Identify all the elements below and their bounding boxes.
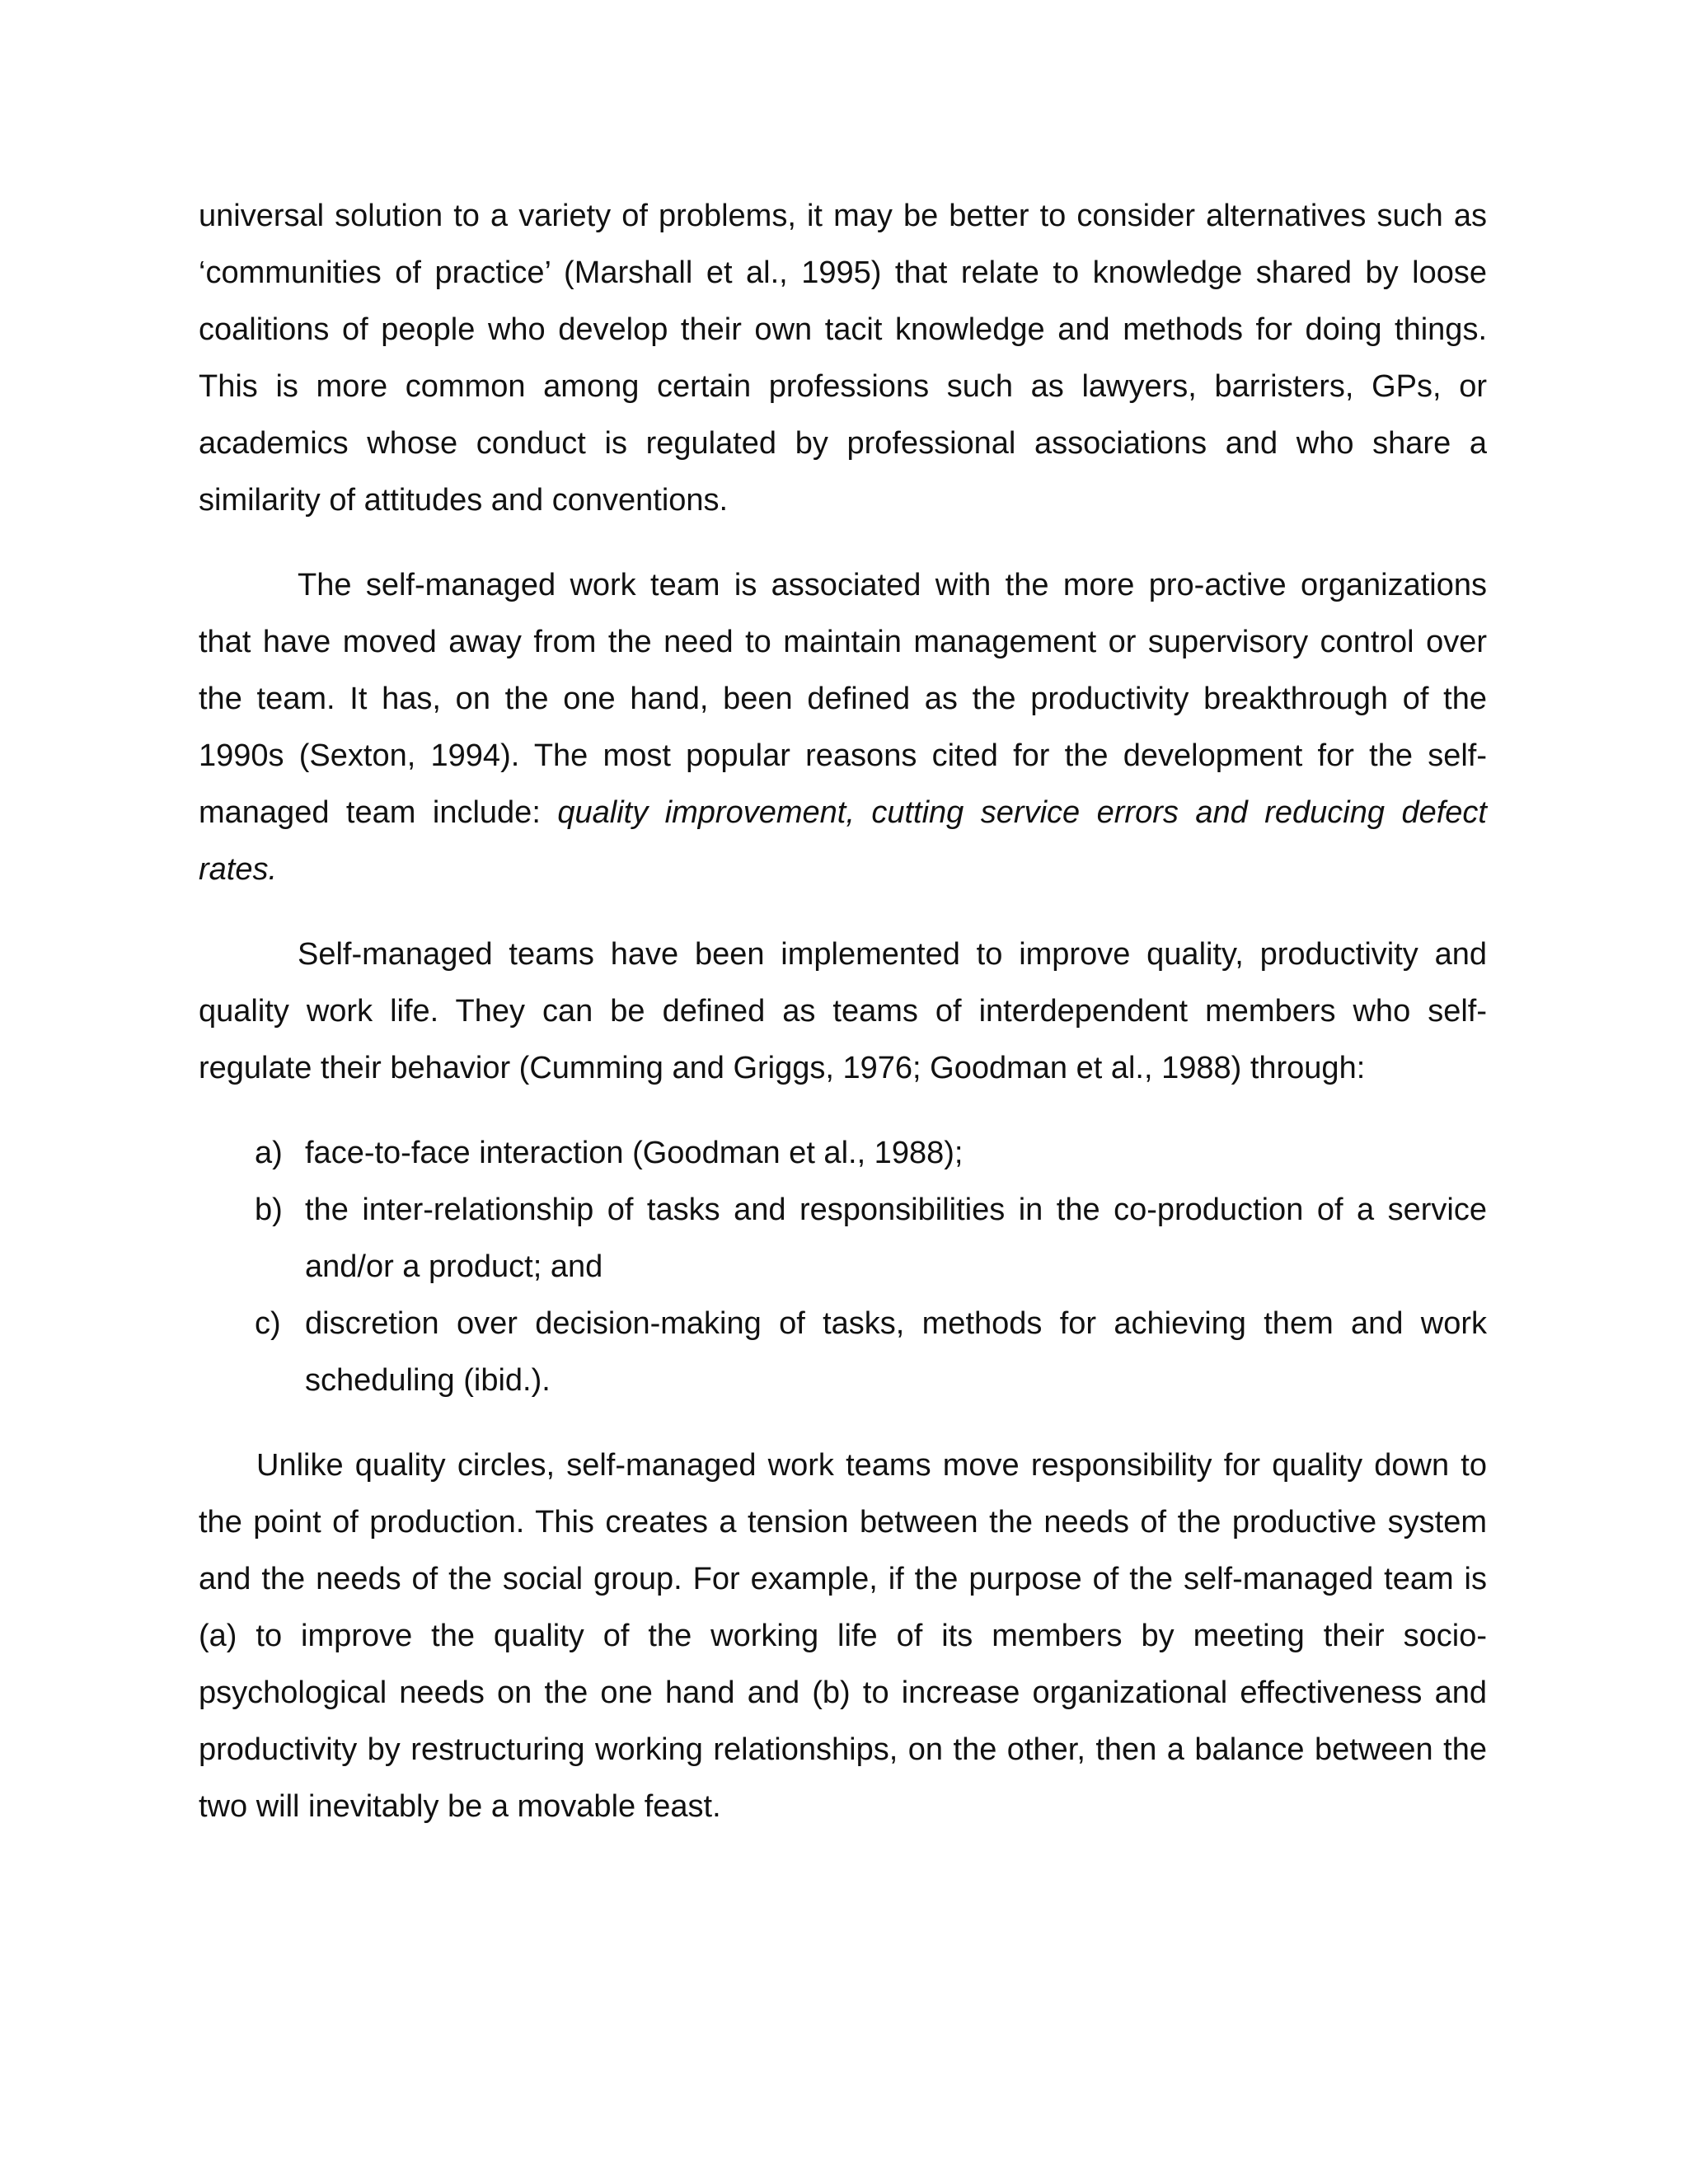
list-marker: a) [255,1136,283,1170]
list-item-text: face-to-face interaction (Goodman et al., 1988); [305,1136,964,1170]
body-text [199,188,1487,1835]
paragraph-2 [199,557,1487,898]
reasons-list [199,1125,1487,1409]
paragraph-2-italic: quality improvement, cutting service errors and reducing defect rates. [199,795,1487,887]
list-marker: b) [255,1193,283,1227]
list-item [199,1296,1487,1409]
list-item [199,1182,1487,1296]
paragraph-1: universal solution to a variety of problems, it may be better to consider alternatives such as ‘communities of practice’ (Marshall et al., 1995) that relate to knowledge shared by loose coalitions of people who develop their own tacit knowledge and methods for doing things. This is more common among certain professions such as lawyers, barristers, GPs, or academics whose conduct is regulated by professional associations and who share a similarity of attitudes and conventions. [199,199,1487,518]
paragraph-4: Unlike quality circles, self-managed work teams move responsibility for quality down to the point of production. This creates a tension between the needs of the productive system and the needs of the social group. For example, if the purpose of the self-managed team is (a) to improve the quality of the working life of its members by meeting their socio-psychological needs on the one hand and (b) to increase organizational effectiveness and productivity by restructuring working relationships, on the other, then a balance between the two will inevitably be a movable feast. [199,1448,1487,1824]
paragraph-2-text: The self-managed work team is associated with the more pro-active organizations that have moved away from the need to maintain management or supervisory control over the team. It has, on the one hand, been defined as the productivity breakthrough of the 1990s (Sexton, 1994). The most popular reasons cited for the development for the self-managed team include: [199,568,1487,830]
list-marker: c) [255,1306,281,1341]
paragraph-3: Self-managed teams have been implemented to improve quality, productivity and quality work life. They can be defined as teams of interdependent members who self-regulate their behavior (Cumming and Griggs, 1976; Goodman et al., 1988) through: [199,937,1487,1085]
list-item [199,1125,1487,1182]
list-item-text: discretion over decision-making of tasks, methods for achieving them and work scheduling (ibid.). [305,1306,1487,1398]
list-item-text: the inter-relationship of tasks and responsibilities in the co-production of a service and/or a product; and [305,1193,1487,1284]
